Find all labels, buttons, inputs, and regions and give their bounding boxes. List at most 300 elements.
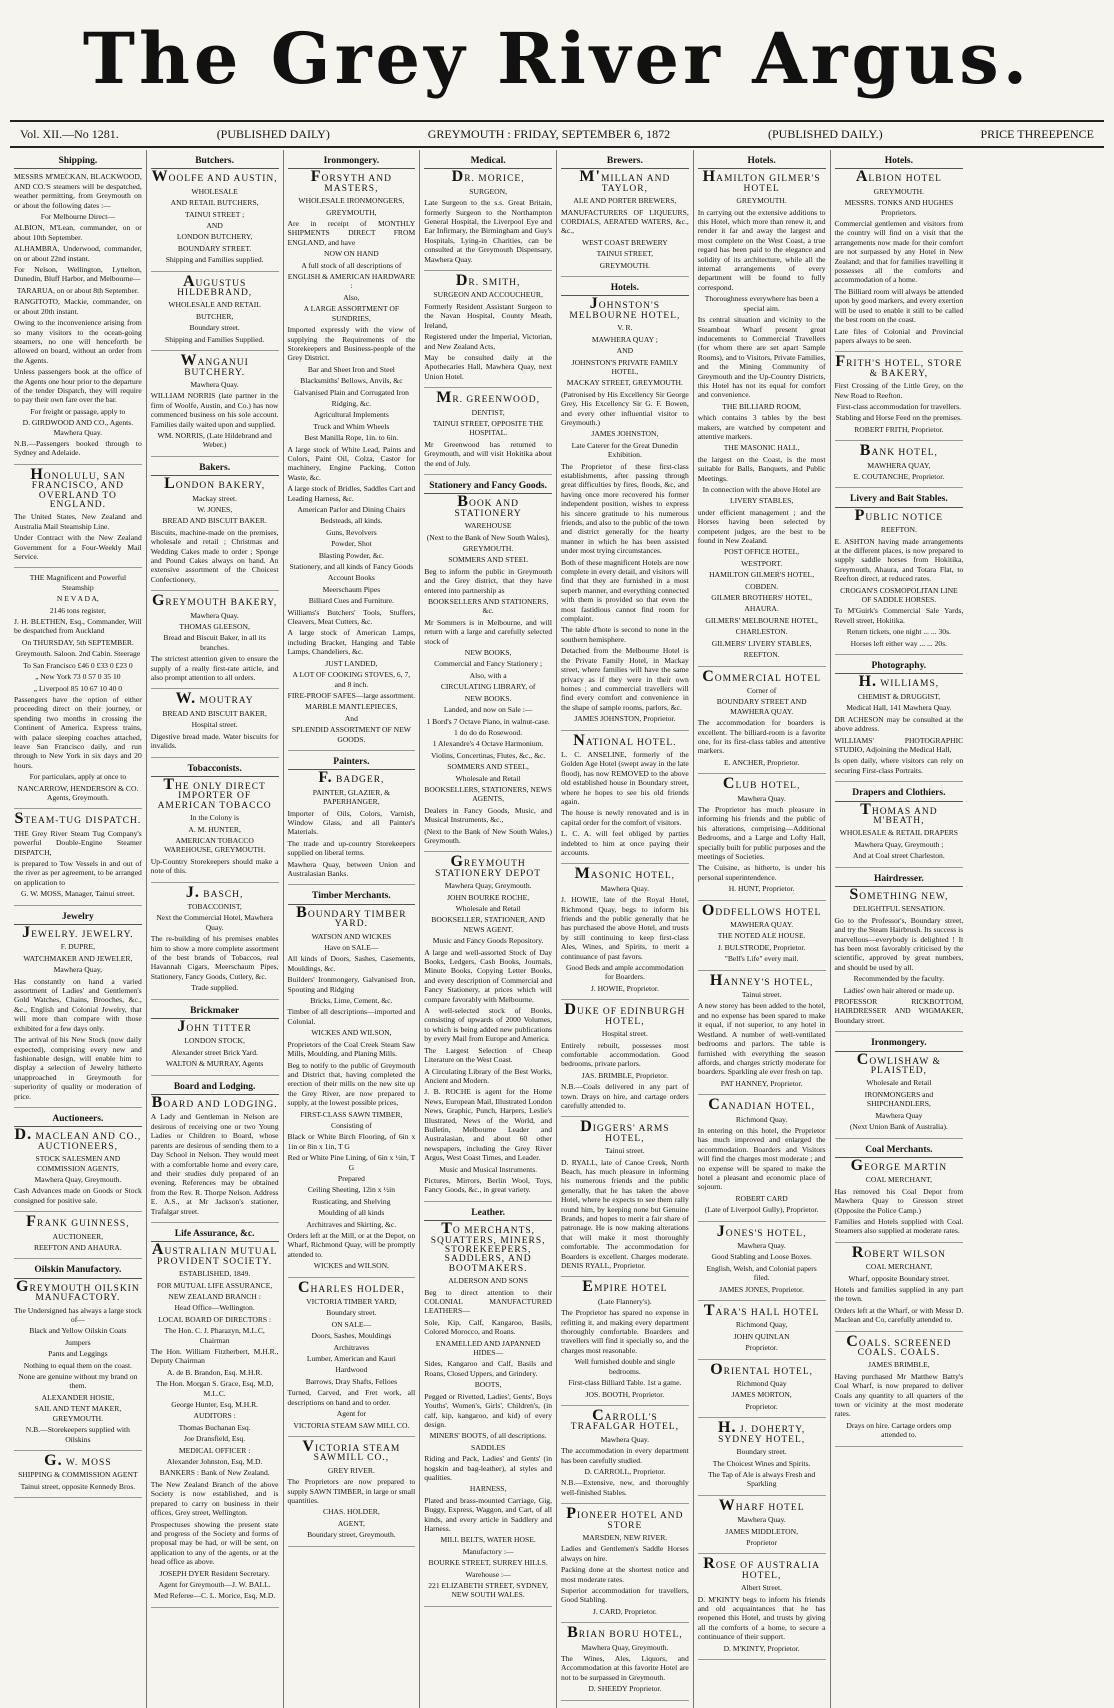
advertisement-line: DELIGHTFUL SENSATION. xyxy=(852,904,945,914)
section-heading: Board and Lodging. xyxy=(151,1081,279,1095)
advertisement-line: Bricks, Lime, Cement, &c. xyxy=(310,996,393,1006)
advertisement-line: BOOKSELLERS, STATIONERS, NEWS AGENTS, xyxy=(424,784,552,804)
advertisement xyxy=(561,1278,689,1405)
advertisement-line: FOR MUTUAL LIFE ASSURANCE, xyxy=(156,1280,273,1290)
advertisement xyxy=(834,1156,964,1243)
advertisement-line: AND xyxy=(616,346,634,356)
advertisement-line: Packing done at the shortest notice and most moderate rates. xyxy=(561,1565,689,1584)
advertisement-line: WHOLESALE & RETAIL DRAPERS xyxy=(839,828,959,838)
advertisement-line: The Hon. Morgan S. Grace, Esq, M.D, M.L.C. xyxy=(155,1379,274,1398)
advertisement-line: GREYMOUTH. xyxy=(736,196,787,206)
section-heading: Brickmaker xyxy=(151,1005,279,1019)
advertisement-line: For particulars, apply at once to xyxy=(29,772,127,782)
advertisement-line: Orders left at the Mill, or at the Depot, on Wharf, Richmond Quay, will be promptly attended to. xyxy=(287,1231,416,1259)
advertisement xyxy=(150,475,279,591)
advertisement xyxy=(287,168,416,751)
advertisement-line: "Bell's Life" every mail. xyxy=(724,954,799,964)
advertisement-line: (Next Union Bank of Australia). xyxy=(849,1122,948,1132)
advertisement xyxy=(561,1406,689,1504)
section-heading: Brewers. xyxy=(561,155,689,169)
advertisement-line: Architraves xyxy=(333,1342,370,1352)
advertisement-line: Mawhera Quay xyxy=(875,1110,923,1120)
advertisement-line: JAMES JOHNSTON, xyxy=(591,429,659,439)
advertisement-line: Mawhera Quay. xyxy=(737,793,786,803)
advertisement-title: GREYMOUTH OILSKIN MANUFACTORY. xyxy=(16,1277,140,1304)
advertisement xyxy=(424,389,552,475)
advertisement-title: BANK HOTEL, xyxy=(859,442,938,460)
advertisement-line: ON SALE— xyxy=(331,1319,372,1329)
advertisement-line: Hotels and families supplied in any part the town. xyxy=(834,1284,964,1304)
advertisement-line: CROGAN'S COSMOPOLITAN LINE OF SADDLE HORSES. xyxy=(840,585,958,605)
advertisement-line: Ladies' own hair altered or made up. xyxy=(843,985,955,995)
advertisement-line: Joe Dransfield, Esq. xyxy=(184,1434,246,1444)
advertisement-line: AUDITORS : xyxy=(193,1411,236,1421)
advertisement-line: REEFTON AND AHAURA. xyxy=(33,1243,122,1252)
advertisement-line: JOHN QUINLAN xyxy=(733,1331,790,1341)
advertisement-line: Wholesale and Retail xyxy=(866,1078,932,1088)
advertisement-line: Wholesale and Retail xyxy=(455,904,521,913)
advertisement-line: SOMMERS AND STEEL xyxy=(448,555,528,565)
advertisement-line: SHIPPING & COMMISSION AGENT xyxy=(18,1470,138,1480)
advertisement-line: Good Beds and ample accommodation for Boarders. xyxy=(566,963,684,982)
advertisement-line: VICTORIA TIMBER YARD, xyxy=(306,1297,397,1307)
advertisement-line: Pants and Leggings xyxy=(48,1349,108,1359)
advertisement-line: ESTABLISHED, 1849. xyxy=(178,1269,251,1279)
advertisement-line: Up-Country Storekeepers should make a note of this. xyxy=(150,856,279,876)
advertisement-line: JAMES MORTON, xyxy=(731,1390,792,1400)
advertisement-line: The Proprietors are now prepared to supply SAWN TIMBER, in large or small quantities. xyxy=(287,1477,416,1505)
section-heading: Timber Merchants. xyxy=(288,890,416,904)
advertisement xyxy=(151,168,279,271)
advertisement-line: A large stock of Bridles, Saddles Cart and Leading Harness, &c. xyxy=(287,484,416,503)
advertisement-title: H. J. DOHERTY, SYDNEY HOTEL, xyxy=(718,1419,806,1445)
advertisement-line: Mawhera Quay. xyxy=(190,610,239,620)
advertisement-line: All kinds of Doors, Sashes, Casements, Mouldings, &c. xyxy=(287,954,416,973)
advertisement-title: NATIONAL HOTEL. xyxy=(573,731,677,749)
advertisement-line: In the Colony is xyxy=(190,813,239,823)
advertisement-line: COAL MERCHANT, xyxy=(865,1262,932,1272)
advertisement xyxy=(561,731,689,865)
advertisement-title: BOARD AND LODGING. xyxy=(151,1094,278,1112)
advertisement xyxy=(14,810,142,905)
advertisement-line: COAL MERCHANT, xyxy=(865,1175,932,1185)
advertisement-line: Plated and brass-mounted Carriage, Gig, Buggy, Express, Waggon, and Cart, of all kinds, and every article in Saddlery and Harness. xyxy=(424,1495,552,1533)
advertisement xyxy=(698,1419,826,1495)
advertisement xyxy=(561,1624,689,1700)
advertisement-line: ALDERSON AND SONS xyxy=(448,1276,528,1286)
advertisement xyxy=(561,1505,689,1623)
column-2 xyxy=(147,150,284,1708)
advertisement-line: F. DUPRE, xyxy=(60,942,95,952)
advertisement-line: MACKAY STREET, GREYMOUTH. xyxy=(566,378,683,388)
advertisement-line: Best Manilla Rope, 1in. to 6in. xyxy=(304,433,399,443)
advertisement xyxy=(150,690,279,757)
advertisement-line: (Patronised by His Excellency Sir George Grey, His Excellency Sir G. F. Bowen, and every other influential visitor to Greymouth.) xyxy=(561,389,689,427)
advertisement-line: Mawhera Quay. xyxy=(600,883,650,893)
advertisement-line: A well-selected stock of Books, consisting of upwards of 2000 Volumes, to which is being added new publications by every Mail from Europe and America. xyxy=(424,1006,552,1044)
advertisement-line: Turned, Carved, and Fret work, all descriptions on hand and to order. xyxy=(287,1388,416,1407)
advertisement-line: Shipping and Families Supplied. xyxy=(165,334,265,344)
advertisement-line: Formerly Resident Assistant Surgeon to the Navan Hospital, County Meath, Ireland, xyxy=(424,301,552,330)
advertisement xyxy=(424,493,552,852)
advertisement-line: Alexander street Brick Yard. xyxy=(171,1047,258,1057)
advertisement-line: The strictest attention given to ensure the supply of a really first-rate article, and also prompt attention to all orders. xyxy=(150,654,279,683)
advertisement-line: WICKES AND WILSON, xyxy=(311,1028,392,1038)
advertisement-title: DUKE OF EDINBURGH HOTEL, xyxy=(564,1001,686,1027)
advertisement-line: Thoroughness everywhere has been a special aim. xyxy=(704,294,819,313)
advertisement-line: Has removed his Coal Depot from Mawhera Quay to Gresson street (Opposite the Police Camp.) xyxy=(834,1186,964,1215)
advertisement-line: Blacksmiths' Bellows, Anvils, &c xyxy=(300,376,403,386)
advertisement-line: J. BULSTRODE, Proprietor. xyxy=(717,942,806,952)
advertisement-line: Landed, and now on Sale :— xyxy=(443,705,533,715)
advertisement-line: VICTORIA STEAM SAW MILL CO. xyxy=(293,1420,410,1430)
advertisement-line: Thomas Buchanan Esq. xyxy=(178,1422,251,1432)
advertisement-line: First Crossing of the Little Grey, on the New Road to Reefton. xyxy=(834,381,964,400)
advertisement-line: Commercial gentlemen and visitors from the country will find on a visit that the arrangements now made for their comfort are not surpassed by any Hotel in New Zealand; and that for families travelling it possesses all the comforts and accommodation of a home. xyxy=(834,219,964,285)
advertisement-line: SPLENDID ASSORTMENT OF NEW GOODS. xyxy=(291,725,411,744)
advertisement-line: The Proprietor of these first-class establishments, after passing through great difficulties by fires, floods, &c, and having once more recovered his former independent position, wishes to express his sincere gratitude to his numerous friends, and also to the public of the town and district generally for the hearty manner in which he has been assisted under most trying circumstances. xyxy=(561,461,689,556)
advertisement-line: D. SHEEDY Proprietor. xyxy=(588,1684,662,1694)
advertisement-line: Doors, Sashes, Mouldings xyxy=(311,1331,392,1341)
advertisement-title: JOHNSTON'S MELBOURNE HOTEL, xyxy=(569,295,681,321)
advertisement-line: AMERICAN TOBACCO WAREHOUSE, GREYMOUTH. xyxy=(164,835,266,855)
advertisement-line: Wharf, opposite Boundary street. xyxy=(848,1273,950,1283)
advertisement-line: Its central situation and vicinity to the Steamboat Wharf present great inducements to Commercial Travellers (for whom there are set apart Sample Rooms), and to Visitors, Private Families, and the Mining Community of Greymouth and the Up-Country Districts, this Hotel has not its equal for comfort and convenience. xyxy=(697,315,826,400)
advertisement-line: Hospital street. xyxy=(601,1029,648,1039)
advertisement-line: The Hon. William Fitzherbert, M.H.R., Deputy Chairman xyxy=(150,1347,279,1366)
advertisement-line: WEST COAST BREWERY xyxy=(581,237,668,247)
advertisement xyxy=(834,1332,964,1447)
advertisement-title: ROSE OF AUSTRALIA HOTEL, xyxy=(703,1555,820,1581)
advertisement-line: Horses left either way ... ... 20s. xyxy=(850,638,948,648)
advertisement-line: Has constantly on hand a varied assortment of Ladies' and Gentlemen's Gold Watches, Chains, Brooches, &c., &c., English and Colonial Jewelry, that will more than compare with those exhibited for a few days only. xyxy=(14,976,142,1033)
advertisement-line: WALTON & MURRAY, Agents xyxy=(165,1059,264,1069)
advertisement xyxy=(697,667,826,775)
advertisement xyxy=(150,883,279,1000)
advertisement-line: JAMES MIDDLETON, xyxy=(725,1526,799,1536)
advertisement-line: AHAURA. xyxy=(744,604,779,614)
advertisement-line: Also, with a xyxy=(469,670,507,680)
advertisement-line: Timber of all descriptions—imported and Colonial. xyxy=(287,1007,416,1026)
advertisement-line: WHOLESALE IRONMONGERS, xyxy=(298,196,405,206)
advertisement-line: BOOTS, xyxy=(474,1380,502,1390)
section-heading: Shipping. xyxy=(14,155,142,169)
advertisement-line: JAMES JONES, Proprietor. xyxy=(719,1284,805,1294)
advertisement-line: Go to the Professor's, Boundary street, and try the Steam Hairbrush. Its success is marvellous—everybody is delighted ! It has been most favorably criticised by the scientific, approved by great numbers, and should be used by all. xyxy=(834,915,964,972)
advertisement-title: PUBLIC NOTICE xyxy=(854,506,944,524)
section-heading: Hotels. xyxy=(561,282,689,296)
advertisement-line: The United States, New Zealand and Australia Mail Steamship Line. xyxy=(14,512,142,531)
advertisement-title: J. BASCH, xyxy=(185,883,244,901)
advertisement-line: Is open daily, where visitors can rely on securing First-class Portraits. xyxy=(834,756,964,775)
advertisement-line: MINERS' BOOTS, of all descriptions. xyxy=(429,1431,547,1441)
section-heading: Ironmongery. xyxy=(288,155,416,169)
advertisement-line: The re-building of his premises enables him to show a more complete assortment of the best brands of Tobaccos, real Havannah Cigars, Meerschaum Pipes, Stationery, Fancy Goods, Cutlery, &c. xyxy=(150,934,279,981)
advertisement-line: WILLIAM NORRIS (late partner in the firm of Woolfe, Austin, and Co.) has now commenced business on his sole account. Families daily waited upon and supplied. xyxy=(150,391,279,429)
advertisement-line: JUST LANDED, xyxy=(325,658,378,668)
advertisement-line: Well furnished double and single bedrooms. xyxy=(574,1357,675,1376)
advertisement-line: J. H. BLETHEN, Esq., Commander, Will be despatched from Auckland xyxy=(14,617,142,636)
advertisement-line: Hardwood xyxy=(335,1365,368,1375)
advertisement-line: BOOKSELLERS AND STATIONERS, &c. xyxy=(427,597,549,616)
advertisement-line: J. CARD, Proprietor. xyxy=(592,1606,657,1616)
advertisement-line: None are genuine without my brand on them. xyxy=(18,1372,138,1391)
advertisement-line: The Hon. C. J. Pharazyn, M.L.C, Chairman xyxy=(164,1326,265,1345)
advertisement-line: The accommodation for boarders is excellent. The billiard-room is a favorite one, for its first-class tables and attentive markers. xyxy=(697,718,826,756)
advertisement-line: A. M. HUNTER, xyxy=(188,824,241,834)
advertisement-line: TAINUI STREET, OPPOSITE THE HOSPITAL. xyxy=(432,418,544,438)
advertisement xyxy=(834,168,964,352)
advertisement-line: LIVERY STABLES, xyxy=(730,496,794,506)
column-3 xyxy=(284,150,421,1708)
advertisement-line: (Late Flannery's). xyxy=(598,1296,652,1306)
advertisement xyxy=(424,272,552,388)
advertisement-line: ALE AND PORTER BREWERS, xyxy=(573,196,677,206)
advertisement-title: THOMAS AND M'BEATH, xyxy=(860,800,938,826)
advertisement-title: WANGANUI BUTCHERY. xyxy=(180,352,249,378)
advertisement-line: The trade and up-country Storekeepers supplied on liberal terms. xyxy=(287,838,416,858)
advertisement xyxy=(14,1213,142,1259)
column-1 xyxy=(10,150,147,1708)
section-heading: Drapers and Clothiers. xyxy=(835,787,964,801)
advertisement-line: Music and Fancy Goods Repository. xyxy=(432,936,544,946)
section-heading: Jewelry xyxy=(14,911,142,925)
advertisement xyxy=(697,971,826,1095)
advertisement-line: Riding and Pack, Ladies' and Gents' (in hogskin and bag-leather), al styles and qualities. xyxy=(424,1454,552,1482)
advertisement-line: Shipping and Families supplied. xyxy=(165,255,264,265)
advertisement-line: Rusticating, and Shelving xyxy=(312,1196,391,1206)
advertisement-line: Agent for Greymouth—J. W. BALL. xyxy=(158,1579,271,1589)
advertisement-line: Mawhera Quay, Greymouth. xyxy=(34,1174,122,1184)
advertisement-line: THOMAS GLEESON, xyxy=(179,622,250,632)
advertisement xyxy=(697,1555,826,1660)
advertisement-line: Alexander Johnston, Esq, M.D. xyxy=(166,1457,263,1467)
advertisement-line: TOBACCONIST, xyxy=(187,901,242,911)
advertisement xyxy=(698,901,826,971)
advertisement-line: LONDON STOCK, xyxy=(184,1036,245,1046)
advertisement-title: ALBION HOTEL xyxy=(855,168,942,186)
advertisement-line: Unless passengers book at the office of the Agents one hour prior to the departure of the tender Dispatch, they will require to pay their own fare over the bar. xyxy=(14,367,142,405)
advertisement-line: The New Zealand Branch of the above Society is now established, and is prepared to carry on business in their offices, Grey street, Wellington. xyxy=(150,1479,279,1518)
advertisement xyxy=(287,769,416,885)
advertisement-line: A Lady and Gentleman in Nelson are desirous of receiving one or two Young Ladies or Children to Board, whose parents are desirous of sending them to a Day School in Nelson. They would meet with a comfortable home and every care, and their studies duly prepared of an evening. References may be obtained from the Rev. R. Thorpe Nelson. Address E. A.S., at Mr Jackson's stationer, Trafalgar street. xyxy=(150,1112,279,1216)
advertisement-line: Mawhera Quay, Greymouth. xyxy=(581,1642,669,1652)
advertisement-line: WHOLESALE AND RETAIL xyxy=(168,300,261,310)
advertisement-line: JOHNSTON'S PRIVATE FAMILY HOTEL, xyxy=(571,357,679,376)
advertisement-line: NEW BOOKS. xyxy=(464,693,512,703)
advertisement-line: Imported expressly with the view of supplying the Requirements of the Storekeepers and Business-people of the Grey District. xyxy=(287,325,416,363)
section-heading: Life Assurance, &c. xyxy=(151,1228,279,1242)
advertisement-line: Proprietors of the Coal Creek Steam Saw Mills, Moulding, and Planing Mills. xyxy=(287,1039,416,1059)
advertisement-line: Return tickets, one night ... ... 30s. xyxy=(846,627,951,637)
advertisement-line: ROBERT CARD xyxy=(735,1193,788,1203)
advertisement-line: Passengers have the option of either proceeding direct on their journey, or spending two months in crossing the Continent of America. Express trains, with palace sleeping coaches attached, leave San Francisco daily, and run through to New York in six days and 20 hours. xyxy=(14,694,142,770)
advertisement-line: 1 do do do Rosewood. xyxy=(454,727,523,737)
advertisement-line: ENGLISH & AMERICAN HARDWARE : xyxy=(287,272,415,291)
advertisement xyxy=(561,168,689,277)
advertisement-line: Orders left at the Wharf, or with Messr D. Maclean and Co, carefully attended to. xyxy=(834,1305,964,1325)
advertisement-line: D. M'KINTY, Proprietor. xyxy=(723,1643,800,1653)
advertisement-line: FIRE-PROOF SAFES—large assortment. xyxy=(287,690,416,700)
advertisement-columns xyxy=(10,150,1104,1694)
advertisement-line: (Next to the Bank of New South Wales), xyxy=(426,532,550,542)
advertisement-title: FRANK GUINNESS, xyxy=(26,1213,130,1231)
advertisement-line: WM. NORRIS, (Late Hildebrand and Weber.) xyxy=(157,430,272,450)
advertisement-line: JOS. BOOTH, Proprietor. xyxy=(585,1389,665,1399)
advertisement-line: The Wines, Ales, Liquors, and Accommodation at this favorite Hotel are not to be surpassed in Greymouth. xyxy=(561,1654,689,1682)
advertisement-line: Late Caterer for the Great Dunedin Exhibition. xyxy=(571,440,679,460)
advertisement-line: Biscuits, machine-made on the premises, wholesale and retail ; Christmas and Wedding Cakes made to order ; Sponge and Pound Cakes always on hand. An extensive assortment of the Choicest Confectionery. xyxy=(150,527,279,584)
advertisement-line: Proprietor. xyxy=(745,1401,778,1411)
advertisement-line: The Undersigned has always a large stock of— xyxy=(14,1305,142,1325)
advertisement-line: Pegged or Rivetted, Ladies', Gents', Boys Youths', Women's, Girls', Children's, (in calf, kip, kangaroo, and kid) of every design. xyxy=(424,1391,552,1429)
section-heading: Hotels. xyxy=(698,155,826,169)
published-daily-right: (PUBLISHED DAILY.) xyxy=(768,126,883,141)
advertisement-line: Proprietor xyxy=(746,1537,778,1547)
advertisement-line: The house is newly renovated and is in capital order for the comfort of visitors. xyxy=(561,808,689,827)
advertisement-line: THE NOTED ALE HOUSE. xyxy=(717,931,806,941)
advertisement-line: Red or White Pine Lining, of 6in x ½in, T G xyxy=(287,1153,416,1172)
advertisement-title: GREYMOUTH BAKERY, xyxy=(151,592,278,610)
advertisement-title: COWLISHAW & PLAISTED, xyxy=(856,1050,941,1077)
advertisement-line: Powder, Shot xyxy=(331,539,372,549)
advertisement-line: Bedsteads, all kinds. xyxy=(320,516,383,526)
advertisement-title: AUGUSTUS HILDEBRAND, xyxy=(177,272,253,299)
advertisement-line: WHOLESALE xyxy=(191,186,238,196)
advertisement-title: H. WILLIAMS, xyxy=(858,673,940,691)
section-heading: Hotels. xyxy=(835,155,964,169)
section-heading: Painters. xyxy=(288,756,416,770)
advertisement-title: WHARF HOTEL xyxy=(718,1496,805,1514)
advertisement-line: Boundary street. xyxy=(189,323,240,333)
advertisement-line: Sides, Kangaroo and Calf, Basils and Roans, Closed Uppers, and Grindery. xyxy=(424,1359,552,1378)
advertisement-title: TO MERCHANTS, SQUATTERS, MINERS, STOREKEEPERS, SADDLERS, AND BOOTMAKERS. xyxy=(430,1220,546,1274)
advertisement-line: ROBERT FRITH, Proprietor. xyxy=(854,424,944,434)
column-4 xyxy=(420,150,557,1708)
advertisement-title: W. MOUTRAY xyxy=(175,690,254,708)
advertisement xyxy=(150,1094,279,1223)
advertisement-line: 2146 tons register, xyxy=(49,605,106,615)
advertisement-line: THE MASONIC HALL, xyxy=(723,443,800,453)
advertisement xyxy=(835,442,964,488)
advertisement-line: JOHN BOURKE ROCHE, xyxy=(447,892,530,902)
advertisement-line: Under Contract with the New Zealand Government for a Four-Weekly Mail Service. xyxy=(14,533,142,562)
advertisement-line: Galvanised Plain and Corrugated Iron xyxy=(293,387,409,397)
advertisement-line: Beg to notify to the public of Greymouth and District that, having completed the erection of their mills on the new site up the Grey River, are now prepared to supply, at the lowest possible prices, xyxy=(287,1060,416,1108)
advertisement-line: The Billiard room will always be attended upon by good markers, and every exertion will be used to enable it still to be called the best room on the coast. xyxy=(834,286,964,325)
advertisement-title: PIONEER HOTEL AND STORE xyxy=(566,1505,684,1531)
advertisement-line: Ladies and Gentlemen's Saddle Horses always on hire. xyxy=(561,1544,689,1563)
advertisement-line: Digestive bread made. Water biscuits for invalids. xyxy=(150,731,279,751)
advertisement-line: HAMILTON GILMER'S HOTEL, xyxy=(709,570,815,580)
advertisement-line: AND xyxy=(206,221,223,231)
advertisement-line: SURGEON AND ACCOUCHEUR, xyxy=(433,290,543,300)
advertisement-line: A full stock of all descriptions of xyxy=(301,260,402,270)
advertisement-line: MESSRS M'MECKAN, BLACKWOOD, AND CO.'S steamers will be despatched, weather permitting, from Greymouth on or about the following dates :— xyxy=(14,172,142,210)
advertisement-line: Prospectuses showing the present state and progress of the Society and forms of proposal may be had, or will be sent, on application to any of the agents, or at the head office as above. xyxy=(150,1519,279,1567)
advertisement-title: COALS. SCREENED COALS. COALS. xyxy=(846,1332,952,1358)
advertisement-line: Tainui street. xyxy=(605,1146,645,1156)
advertisement-title: BOOK AND STATIONERY xyxy=(454,493,522,519)
advertisement-line: Dealers in Fancy Goods, Music, and Musical Instruments, &c., xyxy=(424,805,552,825)
advertisement-line: GREYMOUTH, xyxy=(326,207,377,217)
advertisement-line: Mawhera Quay. xyxy=(190,379,239,389)
advertisement-title: TARA'S HALL HOTEL xyxy=(703,1302,820,1320)
advertisement-line: A Circulating Library of the Best Works, Ancient and Modern. xyxy=(424,1066,552,1085)
advertisement-line: Lumber, American and Kauri xyxy=(306,1354,396,1364)
advertisement-title: DIGGERS' ARMS HOTEL, xyxy=(580,1118,670,1144)
advertisement-line: J. HOWIE, Proprietor. xyxy=(590,983,659,993)
advertisement-line: The Cuisine, as hitherto, is under his personal superintendence. xyxy=(697,863,826,882)
advertisement-line: GREY RIVER. xyxy=(327,1465,375,1475)
masthead xyxy=(10,6,1104,110)
advertisement-title: CANADIAN HOTEL, xyxy=(708,1096,816,1114)
advertisement-title: JONES'S HOTEL, xyxy=(716,1222,807,1240)
advertisement-line: WATCHMAKER AND JEWELER, xyxy=(23,953,133,963)
advertisement-line: BREAD AND BISCUIT BAKER. xyxy=(162,516,267,526)
advertisement-line: Jumpers xyxy=(65,1337,91,1347)
advertisement-line: Manufactory :— xyxy=(462,1546,514,1556)
advertisement-line: Late Surgeon to the s.s. Great Britain, formerly Surgeon to the Northampton General Hospital, the Liverpool Eye and Ear Infirmary, the Birmingham and Guy's Hospitals, Lying-in Charities, can be consulted at the Greymouth Dispensary, Mawhera Quay. xyxy=(424,198,552,264)
advertisement-line: MANUFACTURERS OF LIQUEURS, CORDIALS, AERATED WATERS, &c., &c., xyxy=(561,207,689,236)
advertisement-line: Nothing to equal them on the coast. xyxy=(23,1360,132,1370)
advertisement-line: On THURSDAY, 5th SEPTEMBER. xyxy=(21,637,134,647)
advertisement-line: Consisting of xyxy=(331,1120,372,1130)
advertisement-line: Beg to direct attention to their COLONIAL MANUFACTURED LEATHERS— xyxy=(424,1287,552,1316)
advertisement-line: COBDEN. xyxy=(745,581,779,591)
section-heading: Medical. xyxy=(424,155,552,169)
section-heading: Stationery and Fancy Goods. xyxy=(424,480,552,494)
advertisement-line: Blasting Powder, &c. xyxy=(318,550,384,560)
advertisement-line: HARNESS, xyxy=(469,1484,507,1494)
advertisement-line: For freight or passage, apply to xyxy=(30,406,126,416)
advertisement-line: ALHAMBRA, Underwood, commander, on or about 22nd instant. xyxy=(14,244,142,263)
advertisement xyxy=(424,1220,552,1607)
advertisement-line: English, Welsh, and Colonial papers filed. xyxy=(706,1263,817,1283)
advertisement-line: Music and Musical Instruments. xyxy=(439,1164,538,1174)
advertisement xyxy=(14,465,142,569)
advertisement-line: WATSON AND WICKES xyxy=(311,931,392,941)
advertisement xyxy=(834,506,964,655)
advertisement-line: Billiard Cues and Furniture. xyxy=(308,596,394,606)
advertisement-title: F. BADGER, xyxy=(318,769,385,787)
advertisement-title: CARROLL'S TRAFALGAR HOTEL, xyxy=(570,1406,679,1433)
advertisement-line: Late files of Colonial and Provincial papers always to be seen. xyxy=(834,326,964,345)
advertisement-line: Tainui street. xyxy=(741,990,782,1000)
advertisement-line: Hospital street. xyxy=(191,720,238,730)
advertisement-line: E. ASHTON having made arrangements at the different places, is now prepared to supply saddle horses from Hokitika, Greymouth, Ahaura, and Totara Flat, to Reefton direct, at reduced rates. xyxy=(834,536,964,584)
advertisement-line: REEFTON. xyxy=(880,525,917,535)
advertisement-line: MAWHERA QUAY ; xyxy=(591,334,658,344)
advertisement xyxy=(150,1241,279,1607)
advertisement-line: Med Referee—C. L. Morice, Esq, M.D. xyxy=(153,1591,276,1601)
advertisement-line: Mawhera Quay. xyxy=(737,1515,786,1525)
advertisement-line: A. de B. Brandon, Esq. M.H.R. xyxy=(166,1367,263,1377)
advertisement-line: CHARLESTON. xyxy=(735,627,788,637)
advertisement-line: TAINUI STREET, xyxy=(596,249,654,259)
advertisement-line: N.B.—Extensive, new, and thoroughly well-finished Stables. xyxy=(561,1478,689,1497)
advertisement xyxy=(561,295,689,730)
advertisement-title: MASONIC HOTEL, xyxy=(574,865,676,883)
advertisement-line: JAMES JOHNSTON, Proprietor. xyxy=(574,714,676,724)
advertisement xyxy=(697,1096,826,1221)
advertisement-line: MESSRS. TONKS AND HUGHES Proprietors. xyxy=(844,198,954,217)
advertisement-line: AND RETAIL BUTCHERS, xyxy=(170,198,259,208)
advertisement-line: 1 Alexandre's 4 Octave Harmonium. xyxy=(432,739,544,749)
advertisement-line: JAS. BRIMBLE, Proprietor. xyxy=(581,1070,669,1080)
advertisement-line: SURGEON, xyxy=(469,186,507,196)
advertisement-line: Meerschaum Pipes xyxy=(322,584,381,594)
